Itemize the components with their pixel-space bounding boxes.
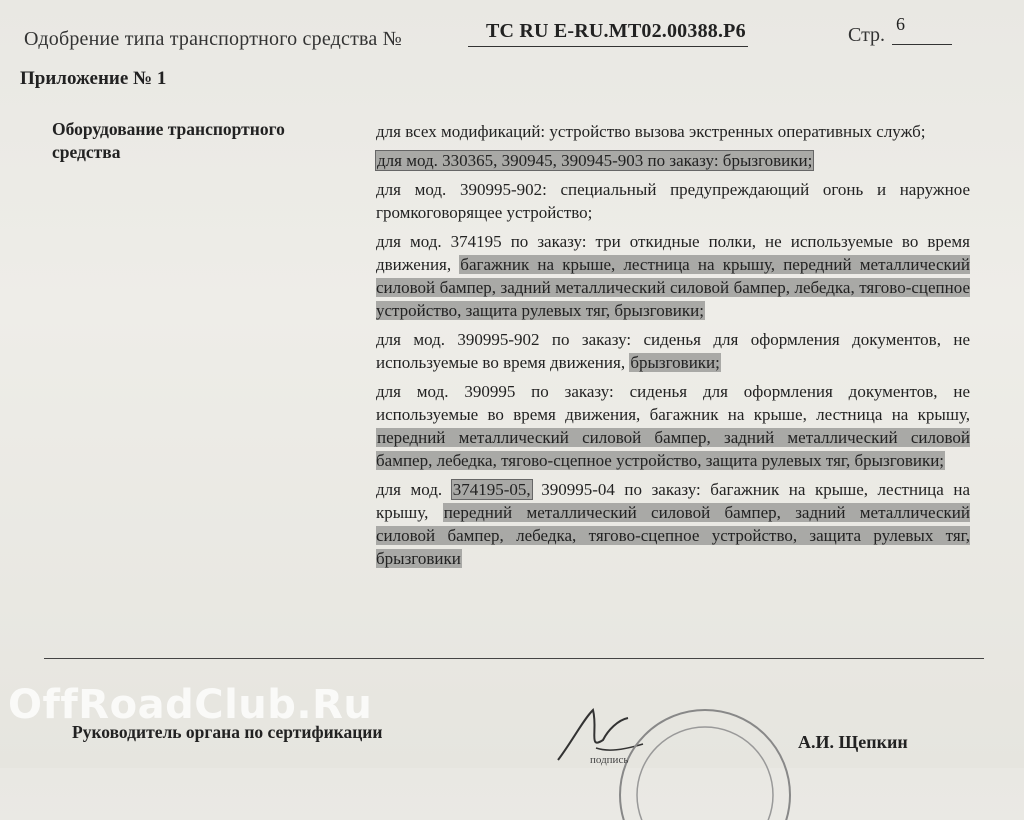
equipment-paragraph — [376, 149, 970, 172]
approval-label: Одобрение типа транспортного средства № — [24, 28, 402, 50]
section-title: Оборудование транспортного средства — [52, 119, 285, 162]
equipment-paragraph — [376, 478, 970, 570]
signature-caption: подпись — [590, 754, 629, 766]
equipment-paragraph — [376, 328, 970, 374]
paragraph-text: для всех модификаций: устройство вызова экстренных оперативных служб; — [376, 122, 926, 141]
approval-number: TC RU E-RU.MT02.00388.P6 — [486, 20, 746, 42]
equipment-paragraph — [376, 230, 970, 322]
paragraph-text: для мод. — [376, 480, 443, 499]
footer-divider — [44, 658, 984, 659]
certification-head-label: Руководитель органа по сертификации — [72, 722, 383, 742]
equipment-paragraph — [376, 380, 970, 472]
watermark: OffRoadClub.Ru — [8, 682, 373, 728]
page-number: 6 — [896, 14, 905, 34]
signatory-name: А.И. Щепкин — [798, 732, 908, 752]
highlighted-text: багажник на крыше, лестница на крышу, передний металлический силовой бампер, задний металлический силовой бампер, лебедка, тягово-сцепное устройство, защита рулевых тяг, брызговики; — [376, 255, 971, 320]
highlighted-text: передний металлический силовой бампер, задний металлический силовой бампер, лебедка, тягово-сцепное устройство, защита рулевых тяг, брызговики — [376, 503, 970, 568]
page-number-underline — [892, 44, 952, 45]
highlighted-text: передний металлический силовой бампер, задний металлический силовой бампер, лебедка, тягово-сцепное устройство, защита рулевых тяг, брызговики; — [376, 428, 970, 470]
equipment-list — [376, 120, 970, 576]
highlighted-text: для мод. 330365, 390945, 390945-903 по заказу: брызговики; — [377, 151, 813, 170]
boxed-model-number: 374195-05, — [452, 480, 531, 499]
equipment-paragraph — [376, 120, 970, 143]
highlighted-text: брызговики; — [630, 353, 720, 372]
document-header — [20, 14, 984, 58]
paragraph-text: для мод. 390995 по заказу: сиденья для оформления документов, не используемые во время движения, багажник на крыше, лестница на крышу, — [376, 382, 970, 424]
appendix-title: Приложение № 1 — [20, 68, 167, 89]
stamp-seal-icon — [610, 700, 800, 820]
page-label: Стр. — [848, 24, 886, 46]
paragraph-text: для мод. 390995-902 по заказу: сиденья для оформления документов, не используемые во время движения, — [376, 330, 970, 372]
equipment-paragraph — [376, 178, 970, 224]
paragraph-text: 390995-04 по заказу: багажник на крыше, лестница на крышу, — [376, 480, 971, 522]
paragraph-text: для мод. 390995-902: специальный предупреждающий огонь и наружное громкоговорящее устройство; — [376, 180, 970, 222]
approval-number-underline — [468, 46, 748, 47]
paragraph-text: для мод. 374195 по заказу: три откидные полки, не используемые во время движения, — [376, 232, 970, 274]
